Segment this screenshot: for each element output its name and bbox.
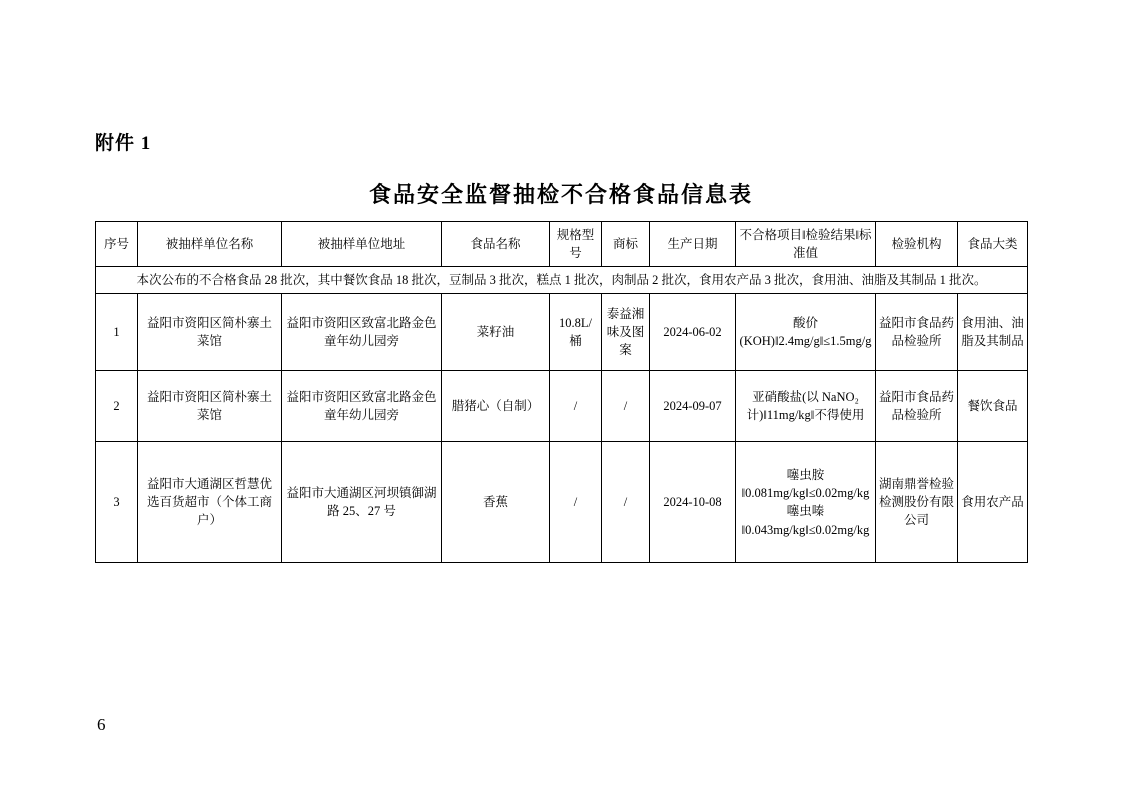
attachment-label: 附件 1 bbox=[95, 133, 152, 154]
column-header-food-name: 食品名称 bbox=[442, 222, 550, 267]
cell-index: 2 bbox=[96, 371, 138, 442]
column-header-trademark: 商标 bbox=[602, 222, 650, 267]
cell-index: 1 bbox=[96, 294, 138, 371]
summary-text: 本次公布的不合格食品 28 批次，其中餐饮食品 18 批次，豆制品 3 批次，糕点 1 批次，肉制品 2 批次，食用农产品 3 批次，食用油、油脂及其制品 1 批次。 bbox=[96, 267, 1028, 294]
column-header-unit-name: 被抽样单位名称 bbox=[138, 222, 282, 267]
cell-items: 亚硝酸盐(以 NaNO₂ 计)‖11mg/kg‖不得使用 bbox=[736, 371, 876, 442]
column-header-index: 序号 bbox=[96, 222, 138, 267]
cell-unit-name: 益阳市资阳区简朴寨土菜馆 bbox=[138, 371, 282, 442]
inspection-table bbox=[95, 221, 1028, 563]
cell-unit-address: 益阳市资阳区致富北路金色童年幼儿园旁 bbox=[282, 294, 442, 371]
cell-index: 3 bbox=[96, 442, 138, 563]
cell-agency: 益阳市食品药品检验所 bbox=[876, 371, 958, 442]
cell-food-name: 菜籽油 bbox=[442, 294, 550, 371]
cell-agency: 湖南鼎誉检验检测股份有限公司 bbox=[876, 442, 958, 563]
cell-production-date: 2024-06-02 bbox=[650, 294, 736, 371]
page-number: 6 bbox=[97, 715, 106, 734]
cell-unit-address: 益阳市资阳区致富北路金色童年幼儿园旁 bbox=[282, 371, 442, 442]
table-row bbox=[96, 371, 1028, 442]
cell-spec: / bbox=[550, 442, 602, 563]
table-row bbox=[96, 294, 1028, 371]
cell-production-date: 2024-10-08 bbox=[650, 442, 736, 563]
table-row bbox=[96, 442, 1028, 563]
cell-production-date: 2024-09-07 bbox=[650, 371, 736, 442]
column-header-category: 食品大类 bbox=[958, 222, 1028, 267]
table-header-row bbox=[96, 222, 1028, 267]
cell-food-name: 腊猪心（自制） bbox=[442, 371, 550, 442]
cell-category: 食用油、油脂及其制品 bbox=[958, 294, 1028, 371]
cell-spec: / bbox=[550, 371, 602, 442]
summary-row bbox=[96, 267, 1028, 294]
cell-trademark: / bbox=[602, 442, 650, 563]
cell-unit-name: 益阳市资阳区简朴寨土菜馆 bbox=[138, 294, 282, 371]
cell-spec: 10.8L/桶 bbox=[550, 294, 602, 371]
cell-items: 酸价(KOH)‖2.4mg/g‖≤1.5mg/g bbox=[736, 294, 876, 371]
cell-category: 食用农产品 bbox=[958, 442, 1028, 563]
page-title: 食品安全监督抽检不合格食品信息表 bbox=[368, 182, 753, 207]
cell-agency: 益阳市食品药品检验所 bbox=[876, 294, 958, 371]
cell-items: 噻虫胺‖0.081mg/kg‖≤0.02mg/kg 噻虫嗪‖0.043mg/kg‖≤0.02mg/kg bbox=[736, 442, 876, 563]
inspection-table-container bbox=[95, 221, 1027, 563]
column-header-production-date: 生产日期 bbox=[650, 222, 736, 267]
cell-unit-name: 益阳市大通湖区哲慧优选百货超市（个体工商户） bbox=[138, 442, 282, 563]
column-header-agency: 检验机构 bbox=[876, 222, 958, 267]
column-header-spec: 规格型号 bbox=[550, 222, 602, 267]
cell-unit-address: 益阳市大通湖区河坝镇御湖路 25、27 号 bbox=[282, 442, 442, 563]
column-header-unit-address: 被抽样单位地址 bbox=[282, 222, 442, 267]
cell-trademark: / bbox=[602, 371, 650, 442]
cell-category: 餐饮食品 bbox=[958, 371, 1028, 442]
cell-food-name: 香蕉 bbox=[442, 442, 550, 563]
cell-trademark: 泰益湘味及图案 bbox=[602, 294, 650, 371]
column-header-items: 不合格项目‖检验结果‖标准值 bbox=[736, 222, 876, 267]
